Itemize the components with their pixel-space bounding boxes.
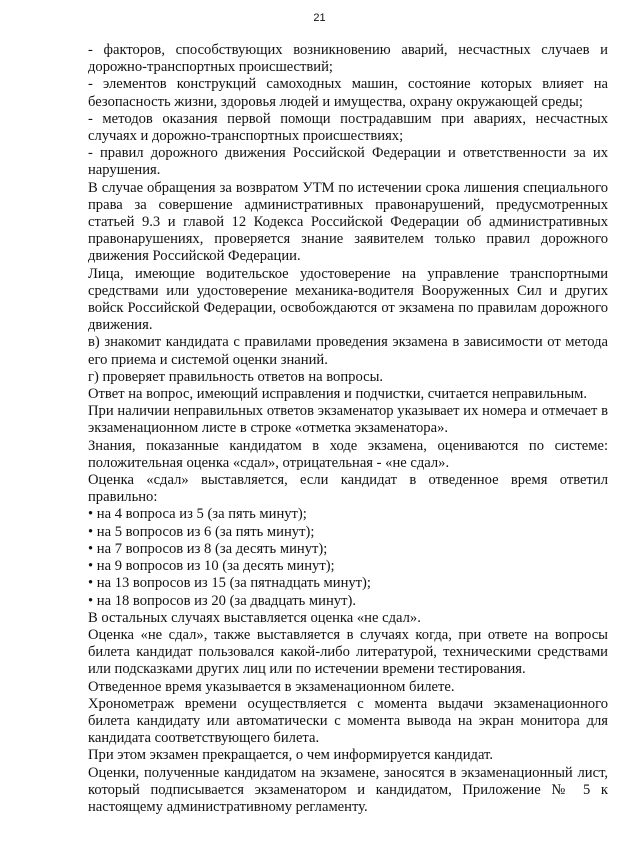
paragraph-corrections: Ответ на вопрос, имеющий исправления и подчистки, считается неправильным. xyxy=(88,386,588,403)
paragraph-item-g: г) проверяет правильность ответов на вопросы. xyxy=(88,368,384,385)
list-item-4-of-5: • на 4 вопроса из 5 (за пять минут); xyxy=(88,506,307,523)
list-item-13-of-15: • на 13 вопросов из 15 (за пятнадцать минут); xyxy=(88,575,371,592)
paragraph-factors: - факторов, способствующих возникновению аварий, несчастных случаев и дорожно-транспортных происшествий; xyxy=(88,42,608,76)
paragraph-machine-elements: - элементов конструкций самоходных машин, состояние которых влияет на безопасность жизни, здоровья людей и имущества, охрану окружающей среды; xyxy=(88,76,608,110)
paragraph-utm-return: В случае обращения за возвратом УТМ по истечении срока лишения специального права за совершение административных правонарушений, предусмотренных статьей 9.3 и главой 12 Кодекса Российской Федерации об административных правонарушениях, проверяется знание заявителем только правил дорожного движения Российской Федерации. xyxy=(88,179,608,265)
list-item-7-of-8: • на 7 вопросов из 8 (за десять минут); xyxy=(88,540,328,557)
paragraph-fail-conditions: Оценка «не сдал», также выставляется в случаях когда, при ответе на вопросы билета кандидат пользовался какой-либо литературой, техническими средствами или подсказками других лиц или по истечении времени тестирования. xyxy=(88,626,608,678)
paragraph-item-v: в) знакомит кандидата с правилами проведения экзамена в зависимости от метода его приема и системой оценки знаний. xyxy=(88,334,608,368)
list-item-5-of-6: • на 5 вопросов из 6 (за пять минут); xyxy=(88,523,315,540)
paragraph-allotted-time: Отведенное время указывается в экзаменационном билете. xyxy=(88,678,455,695)
paragraph-other-cases: В остальных случаях выставляется оценка «не сдал». xyxy=(88,609,421,626)
paragraph-traffic-rules: - правил дорожного движения Российской Федерации и ответственности за их нарушения. xyxy=(88,145,608,179)
page-number: 21 xyxy=(313,12,326,24)
paragraph-timing: Хронометраж времени осуществляется с момента выдачи экзаменационного билета кандидату или автоматически с момента вывода на экран монитора для кандидата соответствующего билета. xyxy=(88,695,608,747)
paragraph-pass-criteria: Оценка «сдал» выставляется, если кандидат в отведенное время ответил правильно: xyxy=(88,472,608,506)
list-item-9-of-10: • на 9 вопросов из 10 (за десять минут); xyxy=(88,558,335,575)
paragraph-exemption: Лица, имеющие водительское удостоверение на управление транспортными средствами или удостоверение механика-водителя Вооруженных Сил и других войск Российской Федерации, освобождаются от экзамена по правилам дорожного движения. xyxy=(88,265,608,334)
paragraph-first-aid: - методов оказания первой помощи пострадавшим при авариях, несчастных случаях и дорожно-транспортных происшествиях; xyxy=(88,110,608,145)
paragraph-exam-stopped: При этом экзамен прекращается, о чем информируется кандидат. xyxy=(88,747,493,764)
paragraph-grades-recorded: Оценки, полученные кандидатом на экзамене, заносятся в экзаменационный лист, который подписывается экзаменатором и кандидатом, Приложение № 5 к настоящему административному регламенту. xyxy=(88,764,608,815)
document-body xyxy=(88,42,608,816)
list-item-18-of-20: • на 18 вопросов из 20 (за двадцать минут). xyxy=(88,592,356,609)
paragraph-grading-system: Знания, показанные кандидатом в ходе экзамена, оцениваются по системе: положительная оценка «сдал», отрицательная - «не сдал». xyxy=(88,437,608,471)
paragraph-wrong-answers: При наличии неправильных ответов экзаменатор указывает их номера и отмечает в экзаменационном листе в строке «отметка экзаменатора». xyxy=(88,403,608,437)
